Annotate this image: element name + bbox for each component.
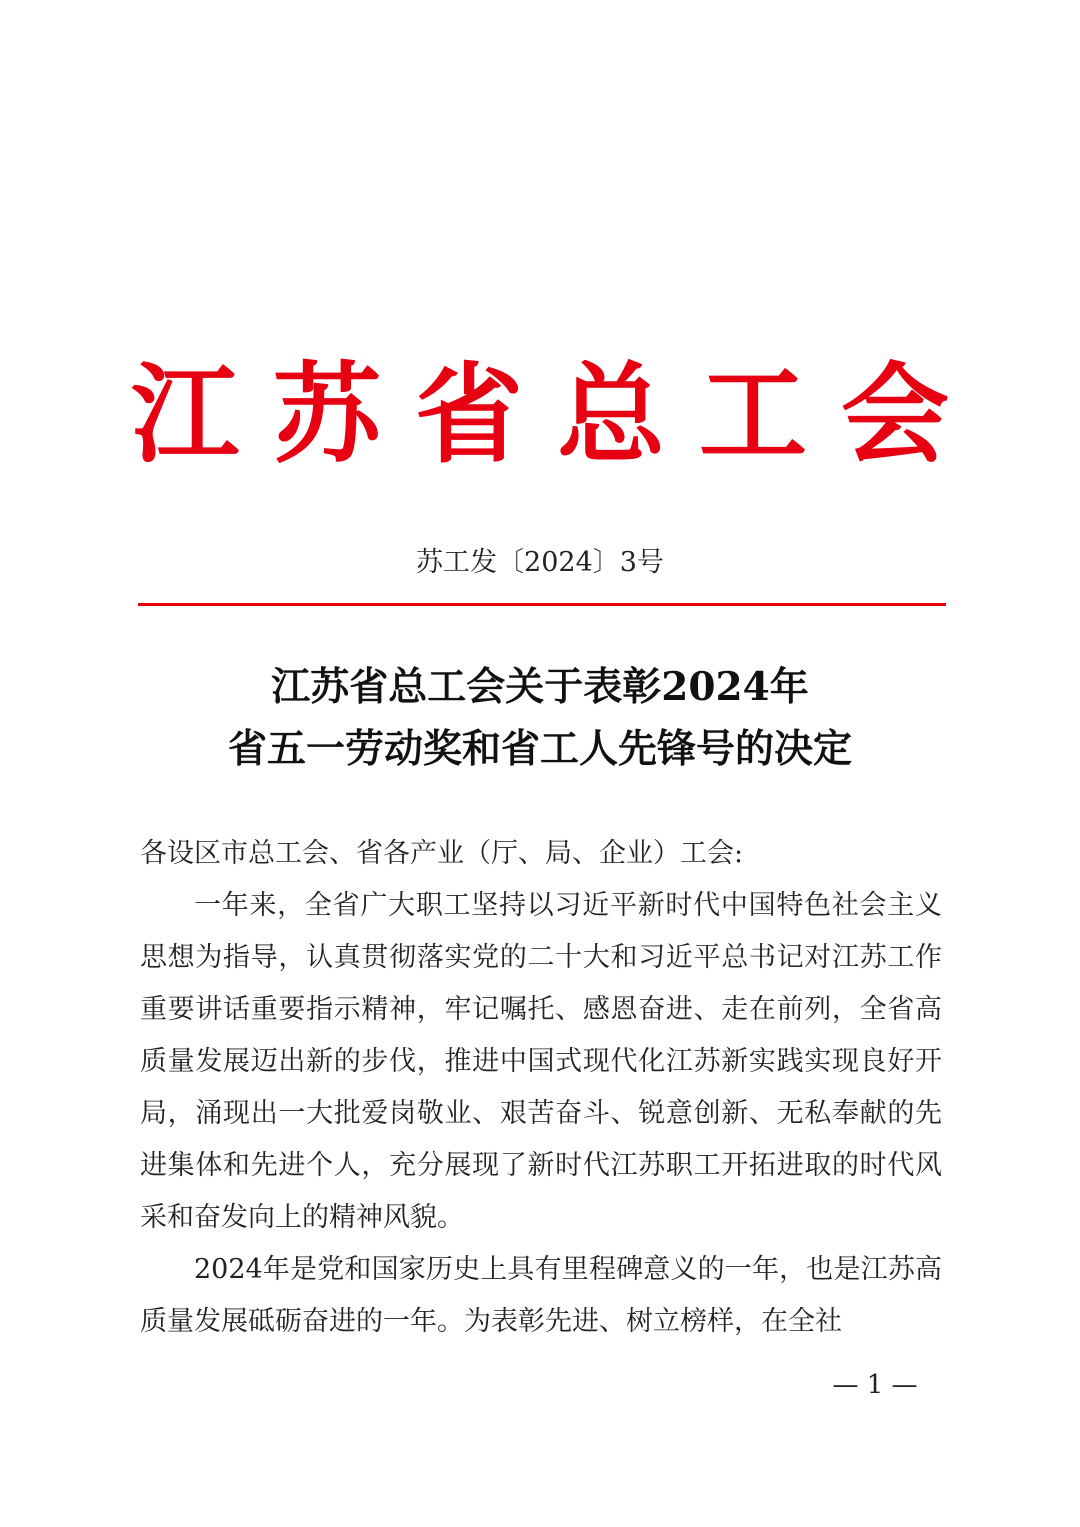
document-number: 苏工发〔2024〕3号 xyxy=(416,547,664,578)
document-title xyxy=(0,656,1080,780)
salutation: 各设区市总工会、省各产业（厅、局、企业）工会: xyxy=(140,838,744,869)
red-divider-rule xyxy=(138,603,946,606)
page-number: — 1 — xyxy=(832,1370,918,1400)
body-paragraph-1: 一年来，全省广大职工坚持以习近平新时代中国特色社会主义思想为指导，认真贯彻落实党的二十大和习近平总书记对江苏工作重要讲话重要指示精神，牢记嘱托、感恩奋进、走在前列，全省高质量发展迈出新的步伐，推进中国式现代化江苏新实践实现良好开局，涌现出一大批爱岗敬业、艰苦奋斗、锐意创新、无私奉献的先进集体和先进个人，充分展现了新时代江苏职工开拓进取的时代风采和奋发向上的精神风貌。 xyxy=(140,890,942,1233)
title-line-2: 省五一劳动奖和省工人先锋号的决定 xyxy=(227,726,852,772)
masthead-org-name: 江苏省总工会 xyxy=(130,352,983,478)
body-paragraph-2: 2024年是党和国家历史上具有里程碑意义的一年，也是江苏高质量发展砥砺奋进的一年。为表彰先进、树立榜样，在全社 xyxy=(140,1254,942,1337)
document-body xyxy=(140,828,942,1348)
title-line-1: 江苏省总工会关于表彰2024年 xyxy=(271,664,809,710)
